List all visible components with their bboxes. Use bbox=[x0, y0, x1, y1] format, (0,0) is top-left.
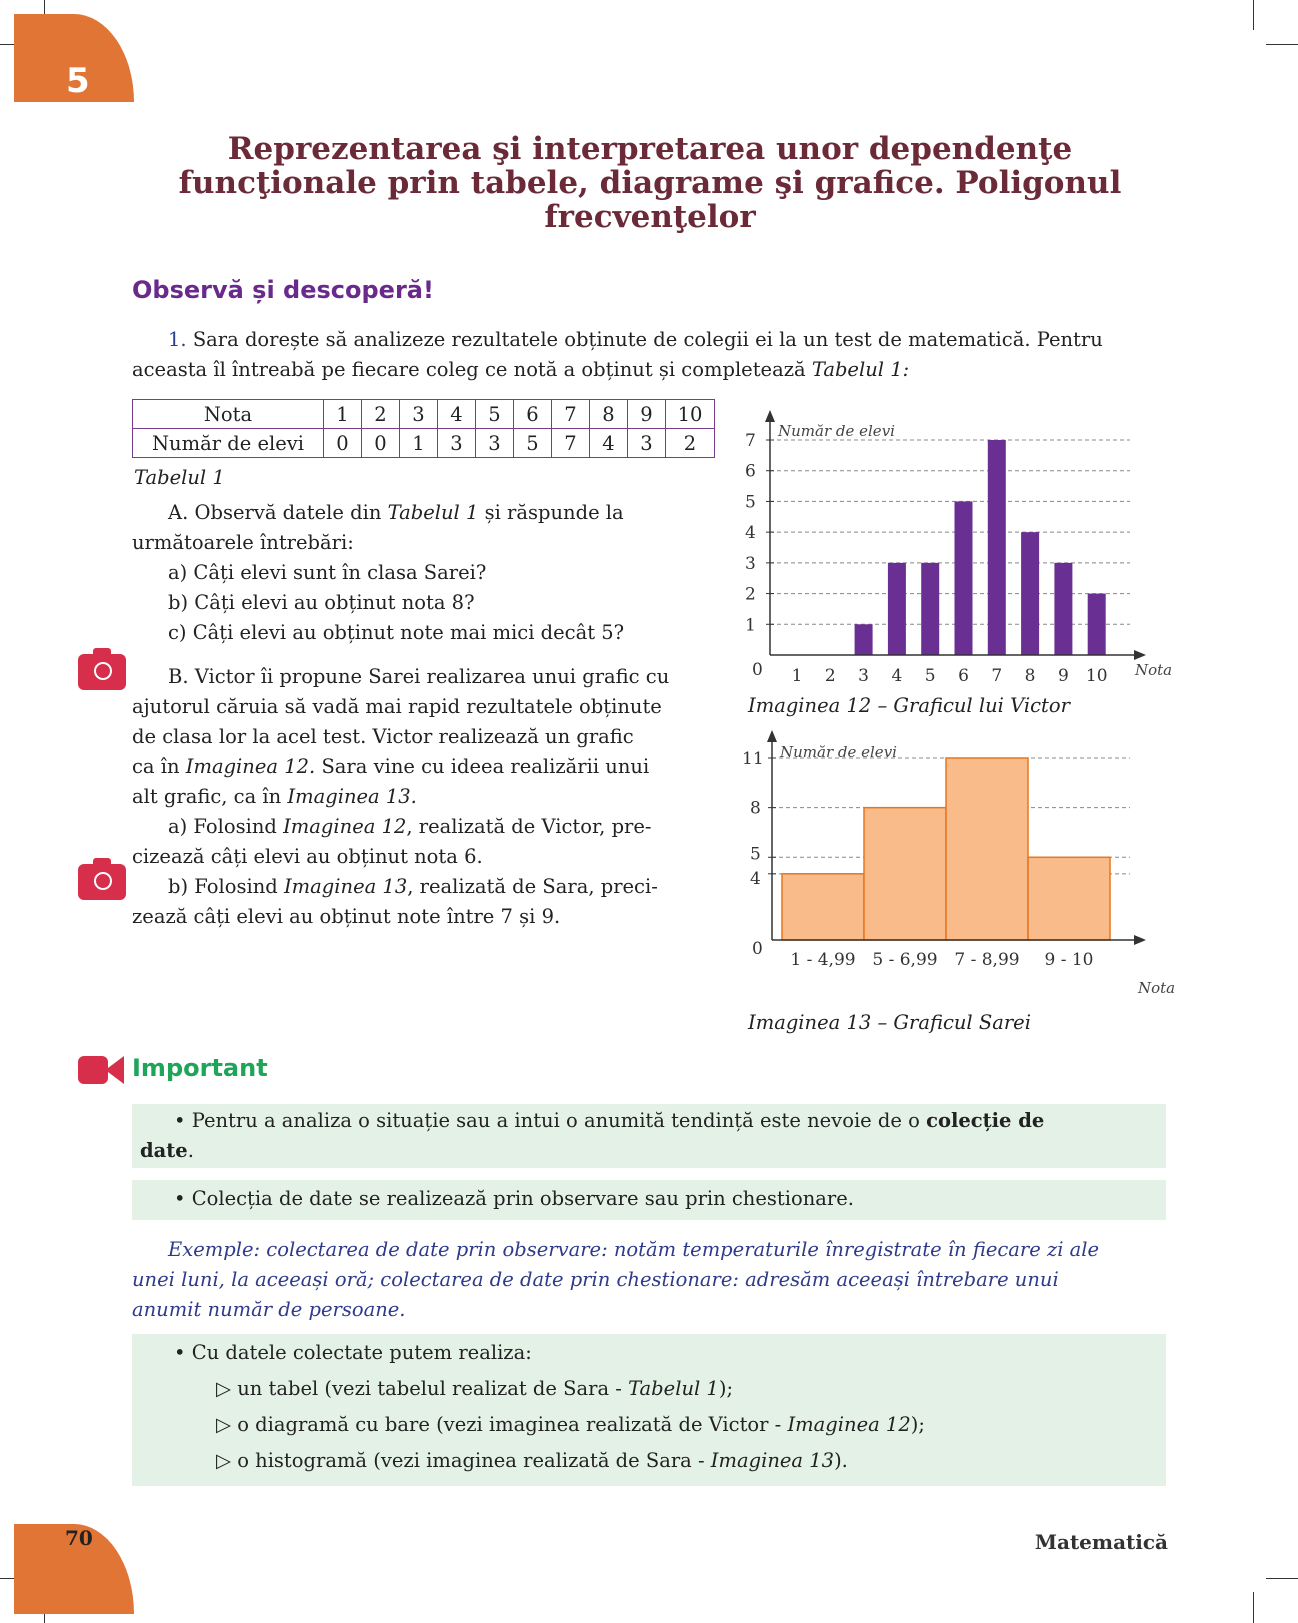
histogram-bar-4 bbox=[1028, 857, 1110, 940]
question-text: , realizată de Victor, pre- bbox=[406, 815, 652, 838]
x-tick-label: 5 bbox=[924, 666, 936, 686]
table-cell: 2 bbox=[666, 429, 715, 458]
x-tick-label: 4 bbox=[891, 666, 903, 686]
crop-mark bbox=[1253, 0, 1254, 30]
bar-10 bbox=[1088, 594, 1106, 655]
table-reference: Tabelul 1 bbox=[387, 501, 479, 524]
question-b-item: zează câți elevi au obținut note între 7 și 9. bbox=[132, 905, 561, 928]
y-axis-label: Număr de elevi bbox=[778, 422, 895, 440]
question-a-item: b) Câți elevi au obținut nota 8? bbox=[168, 591, 475, 614]
table-cell: 8 bbox=[590, 400, 628, 429]
example-line: anumit număr de persoane. bbox=[132, 1298, 406, 1321]
important-text bbox=[140, 1136, 194, 1166]
y-tick-label: 7 bbox=[745, 431, 756, 451]
bar-9 bbox=[1054, 563, 1072, 655]
important-text bbox=[140, 1106, 1158, 1136]
x-tick-label: 1 bbox=[791, 666, 803, 686]
question-b-line bbox=[132, 782, 417, 812]
question-b-line: ajutorul căruia să vadă mai rapid rezultatele obținute bbox=[132, 695, 662, 718]
lesson-title: Reprezentarea şi interpretarea unor dependenţe funcţionale prin tabele, diagrame şi grafice. Poligonul frecvenţelor bbox=[178, 131, 1122, 235]
question-text: ca în bbox=[132, 755, 180, 778]
list-item bbox=[216, 1446, 848, 1476]
table-cell: 9 bbox=[628, 400, 666, 429]
y-tick-label: 4 bbox=[750, 868, 761, 889]
y-tick-label: 4 bbox=[745, 523, 756, 544]
camera-icon bbox=[78, 864, 126, 900]
question-text: B. Victor îi propune Sarei realizarea unui grafic cu bbox=[168, 665, 670, 688]
table-cell: 3 bbox=[628, 429, 666, 458]
bar-5 bbox=[921, 563, 939, 655]
x-tick-label: 9 bbox=[1057, 666, 1069, 686]
list-item-text: ▷ o diagramă cu bare (vezi imaginea realizată de Victor - bbox=[216, 1413, 782, 1436]
table-cell: 2 bbox=[362, 400, 400, 429]
punctuation: : bbox=[902, 358, 910, 381]
video-camera-icon bbox=[78, 1054, 124, 1086]
y-tick-label: 5 bbox=[745, 492, 756, 513]
page-number: 70 bbox=[65, 1526, 93, 1550]
section-heading: Observă și descoperă! bbox=[132, 276, 434, 304]
important-text bbox=[174, 1184, 854, 1214]
x-axis-arrow bbox=[1134, 935, 1146, 945]
question-a-line-2: următoarele întrebări: bbox=[132, 531, 354, 554]
table-cell: 4 bbox=[438, 400, 476, 429]
image-reference: Imaginea 12 bbox=[283, 815, 407, 838]
list-item-text: ▷ o histogramă (vezi imaginea realizată de Sara - bbox=[216, 1449, 705, 1472]
image-reference: Imaginea 12. bbox=[185, 755, 316, 778]
y-axis-label: Număr de elevi bbox=[780, 743, 897, 761]
bar-4 bbox=[888, 563, 906, 655]
table-cell: 0 bbox=[362, 429, 400, 458]
question-b-line: de clasa lor la acel test. Victor realizează un grafic bbox=[132, 725, 634, 748]
table-row bbox=[133, 400, 715, 429]
table-cell: 10 bbox=[666, 400, 715, 429]
y-tick-label: 8 bbox=[750, 798, 761, 819]
y-tick-label: 11 bbox=[742, 749, 764, 769]
punctuation: ); bbox=[910, 1413, 925, 1436]
intro-line-1 bbox=[132, 325, 1166, 355]
table-cell: 7 bbox=[552, 429, 590, 458]
y-axis-arrow bbox=[765, 410, 775, 422]
table-cell: 4 bbox=[590, 429, 628, 458]
important-heading: Important bbox=[132, 1054, 268, 1082]
table-cell: 5 bbox=[476, 400, 514, 429]
bar-3 bbox=[855, 624, 873, 655]
punctuation: ). bbox=[834, 1449, 848, 1472]
question-text: și răspunde la bbox=[484, 501, 624, 524]
table-cell: 0 bbox=[324, 429, 362, 458]
intro-text: Sara dorește să analizeze rezultatele obținute de colegii ei la un test de matematică. Pentru bbox=[192, 328, 1103, 351]
question-a-item: c) Câți elevi au obținut note mai mici decât 5? bbox=[168, 621, 625, 644]
example-text: Exemple: colectarea de date prin observare: notăm temperaturile înregistrate în fiecare zi ale bbox=[168, 1238, 1100, 1261]
punctuation: ); bbox=[718, 1377, 734, 1400]
table-cell: 6 bbox=[514, 400, 552, 429]
y-tick-label: 5 bbox=[750, 844, 761, 865]
bold-term: date bbox=[140, 1139, 188, 1162]
x-axis-label: Nota bbox=[1138, 979, 1176, 997]
image-reference: Imaginea 13 bbox=[283, 875, 408, 898]
list-item bbox=[216, 1374, 733, 1404]
question-b-item bbox=[132, 872, 688, 902]
important-text-part: • Pentru a analiza o situație sau a intui o anumită tendință este nevoie de o bbox=[174, 1109, 920, 1132]
question-b-line bbox=[132, 662, 688, 692]
important-box-1 bbox=[132, 1104, 1166, 1168]
list-item-text: ▷ un tabel (vezi tabelul realizat de Sara - bbox=[216, 1377, 622, 1400]
question-text: Sara vine cu ideea realizării unui bbox=[321, 755, 650, 778]
question-a-line-1 bbox=[132, 498, 688, 528]
x-tick-label: 7 bbox=[991, 666, 1003, 686]
chart-caption bbox=[748, 691, 1070, 721]
punctuation: . bbox=[187, 1139, 194, 1162]
chapter-number: 5 bbox=[66, 61, 90, 101]
x-axis-label: Nota bbox=[1135, 661, 1173, 679]
table-cell: 1 bbox=[324, 400, 362, 429]
crop-mark bbox=[1266, 44, 1298, 45]
histogram-sara bbox=[730, 730, 1180, 1010]
question-text: b) Folosind bbox=[168, 875, 278, 898]
table-caption-text: Tabelul 1 bbox=[134, 466, 225, 489]
x-tick-label: 7 - 8,99 bbox=[954, 950, 1020, 970]
crop-mark bbox=[1266, 1578, 1298, 1579]
question-text: a) Folosind bbox=[168, 815, 277, 838]
x-tick-label: 2 bbox=[824, 666, 836, 686]
list-item bbox=[216, 1410, 925, 1440]
y-tick-label: 2 bbox=[745, 584, 756, 605]
x-tick-label: 1 - 4,99 bbox=[790, 950, 856, 970]
table-row bbox=[133, 429, 715, 458]
important-box-2 bbox=[132, 1180, 1166, 1220]
table-cell: 7 bbox=[552, 400, 590, 429]
table-cell: 3 bbox=[400, 400, 438, 429]
table-cell: 1 bbox=[400, 429, 438, 458]
image-reference: Imaginea 13 bbox=[710, 1449, 835, 1472]
x-tick-label: 10 bbox=[1085, 666, 1108, 686]
question-text: alt grafic, ca în bbox=[132, 785, 282, 808]
bar-6 bbox=[955, 501, 973, 655]
table-header-cell: Număr de elevi bbox=[133, 429, 324, 458]
important-box-3 bbox=[132, 1334, 1166, 1486]
important-text: • Cu datele colectate putem realiza: bbox=[174, 1341, 532, 1364]
bar-chart-victor bbox=[730, 410, 1180, 720]
x-tick-label: 8 bbox=[1024, 666, 1036, 686]
grades-table bbox=[132, 399, 715, 458]
important-text-part: • Colecția de date se realizează prin observare sau prin chestionare. bbox=[174, 1187, 854, 1210]
example-line bbox=[132, 1235, 1166, 1265]
bar-7 bbox=[988, 440, 1006, 655]
table-cell: 5 bbox=[514, 429, 552, 458]
question-b-item bbox=[132, 812, 688, 842]
x-tick-label: 6 bbox=[958, 666, 969, 686]
question-a-item: a) Câți elevi sunt în clasa Sarei? bbox=[168, 561, 487, 584]
table-reference: Tabelul 1 bbox=[628, 1377, 719, 1400]
bar-8 bbox=[1021, 532, 1039, 655]
subject-name: Matematică bbox=[1034, 1530, 1168, 1554]
example-line: unei luni, la aceeași oră; colectarea de date prin chestionare: adresăm aceeași întrebare unui bbox=[132, 1268, 1059, 1291]
x-tick-label: 3 bbox=[858, 666, 870, 686]
y-tick-label: 1 bbox=[745, 615, 756, 636]
bold-term: colecție de bbox=[926, 1109, 1045, 1132]
chart-caption-text: Imaginea 13 – Graficul Sarei bbox=[748, 1011, 1031, 1034]
table-cell: 3 bbox=[476, 429, 514, 458]
histogram-bar-2 bbox=[864, 808, 946, 940]
exercise-number: 1. bbox=[168, 328, 187, 351]
question-text: , realizată de Sara, preci- bbox=[407, 875, 658, 898]
example-paragraph bbox=[132, 1235, 1166, 1325]
x-tick-label: 9 - 10 bbox=[1044, 950, 1094, 970]
table-caption bbox=[134, 463, 225, 493]
histogram-bar-1 bbox=[782, 874, 864, 940]
x-tick-label: 5 - 6,99 bbox=[872, 950, 938, 970]
question-b-line bbox=[132, 752, 688, 782]
table-header-cell: Nota bbox=[133, 400, 324, 429]
x-axis-arrow bbox=[1134, 650, 1146, 660]
y-tick-label: 0 bbox=[752, 660, 763, 680]
y-tick-label: 0 bbox=[752, 939, 763, 959]
chart-caption-text: Imaginea 12 – Graficul lui Victor bbox=[748, 694, 1070, 717]
image-reference: Imaginea 12 bbox=[787, 1413, 911, 1436]
question-text: A. Observă datele din bbox=[168, 501, 382, 524]
y-tick-label: 6 bbox=[745, 461, 756, 482]
y-axis-arrow bbox=[767, 730, 777, 742]
histogram-bar-3 bbox=[946, 758, 1028, 940]
intro-line-2 bbox=[132, 355, 1166, 385]
intro-text: aceasta îl întreabă pe fiecare coleg ce notă a obținut și completează bbox=[132, 358, 806, 381]
table-cell: 3 bbox=[438, 429, 476, 458]
question-b-item: cizează câți elevi au obținut nota 6. bbox=[132, 845, 483, 868]
image-reference: Imaginea 13. bbox=[287, 785, 417, 808]
crop-mark bbox=[1253, 1592, 1254, 1623]
camera-icon bbox=[78, 654, 126, 690]
table-reference: Tabelul 1 bbox=[811, 358, 903, 381]
chart-caption bbox=[748, 1008, 1031, 1038]
y-tick-label: 3 bbox=[745, 553, 756, 574]
